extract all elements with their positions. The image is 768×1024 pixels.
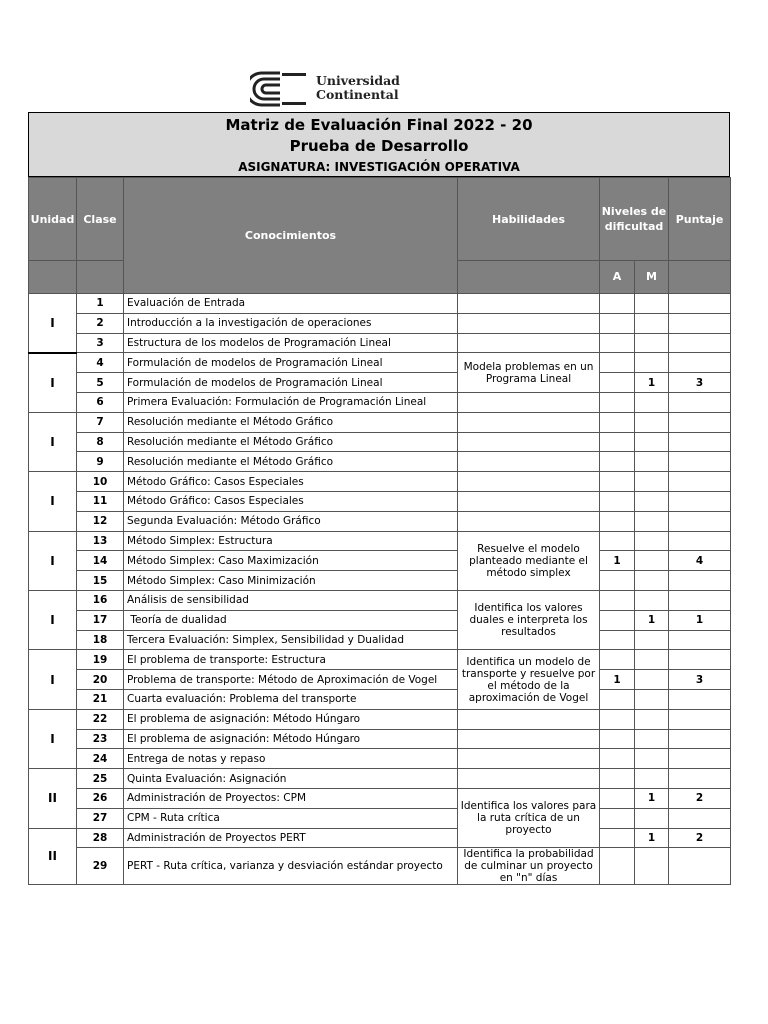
table-row xyxy=(29,511,731,531)
knowledge-text: El problema de transporte: Estructura xyxy=(124,650,458,670)
knowledge-text: Administración de Proyectos PERT xyxy=(124,828,458,848)
level-a xyxy=(600,788,635,808)
col-unidad: Unidad xyxy=(29,178,77,261)
table-row xyxy=(29,412,731,432)
unit-cell: I xyxy=(29,353,77,412)
table-row xyxy=(29,749,731,769)
class-number: 1 xyxy=(77,294,124,314)
class-number: 9 xyxy=(77,452,124,472)
table-row xyxy=(29,353,731,373)
table-row xyxy=(29,432,731,452)
knowledge-text: Formulación de modelos de Programación Lineal xyxy=(124,353,458,373)
table-row xyxy=(29,610,731,630)
knowledge-text: Resolución mediante el Método Gráfico xyxy=(124,412,458,432)
table-row xyxy=(29,709,731,729)
table-row xyxy=(29,313,731,333)
knowledge-text: Método Simplex: Caso Minimización xyxy=(124,571,458,591)
table-row xyxy=(29,670,731,690)
class-number: 27 xyxy=(77,808,124,828)
col-conocimientos: Conocimientos xyxy=(124,178,458,294)
table-row xyxy=(29,808,731,828)
class-number: 17 xyxy=(77,610,124,630)
knowledge-text: Formulación de modelos de Programación Lineal xyxy=(124,373,458,393)
table-row xyxy=(29,472,731,492)
knowledge-text: Cuarta evaluación: Problema del transporte xyxy=(124,689,458,709)
class-number: 15 xyxy=(77,571,124,591)
knowledge-text: El problema de asignación: Método Húngaro xyxy=(124,729,458,749)
level-a xyxy=(600,373,635,393)
knowledge-text: Método Gráfico: Casos Especiales xyxy=(124,491,458,511)
knowledge-text: Método Gráfico: Casos Especiales xyxy=(124,472,458,492)
class-number: 23 xyxy=(77,729,124,749)
col-niveles: Niveles de dificultad xyxy=(600,178,669,261)
level-m: 1 xyxy=(635,828,669,848)
skill-text: Identifica los valores duales e interpreta los resultados xyxy=(458,590,600,649)
col-m: M xyxy=(635,261,669,294)
knowledge-text: Entrega de notas y repaso xyxy=(124,749,458,769)
class-number: 8 xyxy=(77,432,124,452)
class-number: 2 xyxy=(77,313,124,333)
class-number: 19 xyxy=(77,650,124,670)
page-subtitle: Prueba de Desarrollo xyxy=(289,137,469,155)
level-m: 1 xyxy=(635,610,669,630)
table-row xyxy=(29,333,731,353)
class-number: 21 xyxy=(77,689,124,709)
level-a: 1 xyxy=(600,551,635,571)
col-habilidades: Habilidades xyxy=(458,178,600,261)
class-number: 6 xyxy=(77,392,124,412)
header-row xyxy=(29,178,731,261)
class-number: 29 xyxy=(77,848,124,885)
class-number: 26 xyxy=(77,788,124,808)
knowledge-text: Método Simplex: Caso Maximización xyxy=(124,551,458,571)
table-row xyxy=(29,650,731,670)
course-name: ASIGNATURA: INVESTIGACIÓN OPERATIVA xyxy=(238,160,520,174)
level-a: 1 xyxy=(600,670,635,690)
class-number: 18 xyxy=(77,630,124,650)
knowledge-text: Segunda Evaluación: Método Gráfico xyxy=(124,511,458,531)
class-number: 28 xyxy=(77,828,124,848)
level-m: 1 xyxy=(635,373,669,393)
table-row xyxy=(29,551,731,571)
table-row xyxy=(29,689,731,709)
knowledge-text: CPM - Ruta crítica xyxy=(124,808,458,828)
subheader-empty xyxy=(77,261,124,294)
col-a: A xyxy=(600,261,635,294)
table-row xyxy=(29,491,731,511)
unit-cell: I xyxy=(29,590,77,649)
table-row xyxy=(29,788,731,808)
title-box xyxy=(28,112,730,177)
skill-text: Identifica los valores para la ruta crítica de un proyecto xyxy=(458,788,600,847)
score: 2 xyxy=(669,788,731,808)
knowledge-text: Análisis de sensibilidad xyxy=(124,590,458,610)
class-number: 25 xyxy=(77,769,124,789)
knowledge-text: Resolución mediante el Método Gráfico xyxy=(124,452,458,472)
skill-text: Identifica un modelo de transporte y resuelve por el método de la aproximación de Vogel xyxy=(458,650,600,709)
table-row xyxy=(29,531,731,551)
class-number: 13 xyxy=(77,531,124,551)
class-number: 10 xyxy=(77,472,124,492)
score: 3 xyxy=(669,373,731,393)
unit-cell: II xyxy=(29,769,77,828)
score: 3 xyxy=(669,670,731,690)
skill-text: Resuelve el modelo planteado mediante el método simplex xyxy=(458,531,600,590)
knowledge-text: Primera Evaluación: Formulación de Programación Lineal xyxy=(124,392,458,412)
col-clase: Clase xyxy=(77,178,124,261)
knowledge-text: Estructura de los modelos de Programación Lineal xyxy=(124,333,458,353)
knowledge-text: Quinta Evaluación: Asignación xyxy=(124,769,458,789)
score: 1 xyxy=(669,610,731,630)
logo-text xyxy=(316,74,400,102)
unit-cell: I xyxy=(29,294,77,353)
table-row xyxy=(29,848,731,885)
level-m xyxy=(635,670,669,690)
score: 2 xyxy=(669,828,731,848)
table-row xyxy=(29,392,731,412)
logo-mark-icon xyxy=(250,70,310,108)
knowledge-text: Método Simplex: Estructura xyxy=(124,531,458,551)
class-number: 3 xyxy=(77,333,124,353)
table-row xyxy=(29,828,731,848)
table-row xyxy=(29,452,731,472)
knowledge-text: El problema de asignación: Método Húngaro xyxy=(124,709,458,729)
unit-cell: I xyxy=(29,531,77,590)
table-row xyxy=(29,294,731,314)
logo-line-1: Universidad xyxy=(316,73,400,88)
class-number: 4 xyxy=(77,353,124,373)
class-number: 22 xyxy=(77,709,124,729)
col-puntaje: Puntaje xyxy=(669,178,731,261)
class-number: 7 xyxy=(77,412,124,432)
knowledge-text: Evaluación de Entrada xyxy=(124,294,458,314)
logo-line-2: Continental xyxy=(316,87,399,102)
table-row xyxy=(29,571,731,591)
unit-cell: II xyxy=(29,828,77,885)
knowledge-text: Tercera Evaluación: Simplex, Sensibilidad y Dualidad xyxy=(124,630,458,650)
subheader-empty xyxy=(29,261,77,294)
unit-cell: I xyxy=(29,472,77,531)
class-number: 5 xyxy=(77,373,124,393)
table-row xyxy=(29,630,731,650)
university-logo xyxy=(250,70,410,108)
level-a xyxy=(600,610,635,630)
table-row xyxy=(29,729,731,749)
class-number: 16 xyxy=(77,590,124,610)
level-a xyxy=(600,828,635,848)
table-row xyxy=(29,373,731,393)
knowledge-text: Introducción a la investigación de operaciones xyxy=(124,313,458,333)
knowledge-text: Administración de Proyectos: CPM xyxy=(124,788,458,808)
unit-cell: I xyxy=(29,650,77,709)
level-m xyxy=(635,551,669,571)
subheader-empty xyxy=(458,261,600,294)
page-title: Matriz de Evaluación Final 2022 - 20 xyxy=(225,116,533,134)
knowledge-text: PERT - Ruta crítica, varianza y desviación estándar proyecto xyxy=(124,848,458,885)
table-row xyxy=(29,590,731,610)
table-row xyxy=(29,769,731,789)
level-m: 1 xyxy=(635,788,669,808)
knowledge-text: Resolución mediante el Método Gráfico xyxy=(124,432,458,452)
unit-cell: I xyxy=(29,709,77,768)
subheader-empty xyxy=(669,261,731,294)
class-number: 11 xyxy=(77,491,124,511)
knowledge-text: Problema de transporte: Método de Aproximación de Vogel xyxy=(124,670,458,690)
class-number: 20 xyxy=(77,670,124,690)
class-number: 14 xyxy=(77,551,124,571)
class-number: 12 xyxy=(77,511,124,531)
evaluation-matrix xyxy=(28,177,731,885)
knowledge-text: Teoría de dualidad xyxy=(124,610,458,630)
skill-text: Modela problemas en un Programa Lineal xyxy=(458,353,600,393)
skill-text: Identifica la probabilidad de culminar un proyecto en "n" días xyxy=(458,848,600,885)
score: 4 xyxy=(669,551,731,571)
class-number: 24 xyxy=(77,749,124,769)
unit-cell: I xyxy=(29,412,77,471)
